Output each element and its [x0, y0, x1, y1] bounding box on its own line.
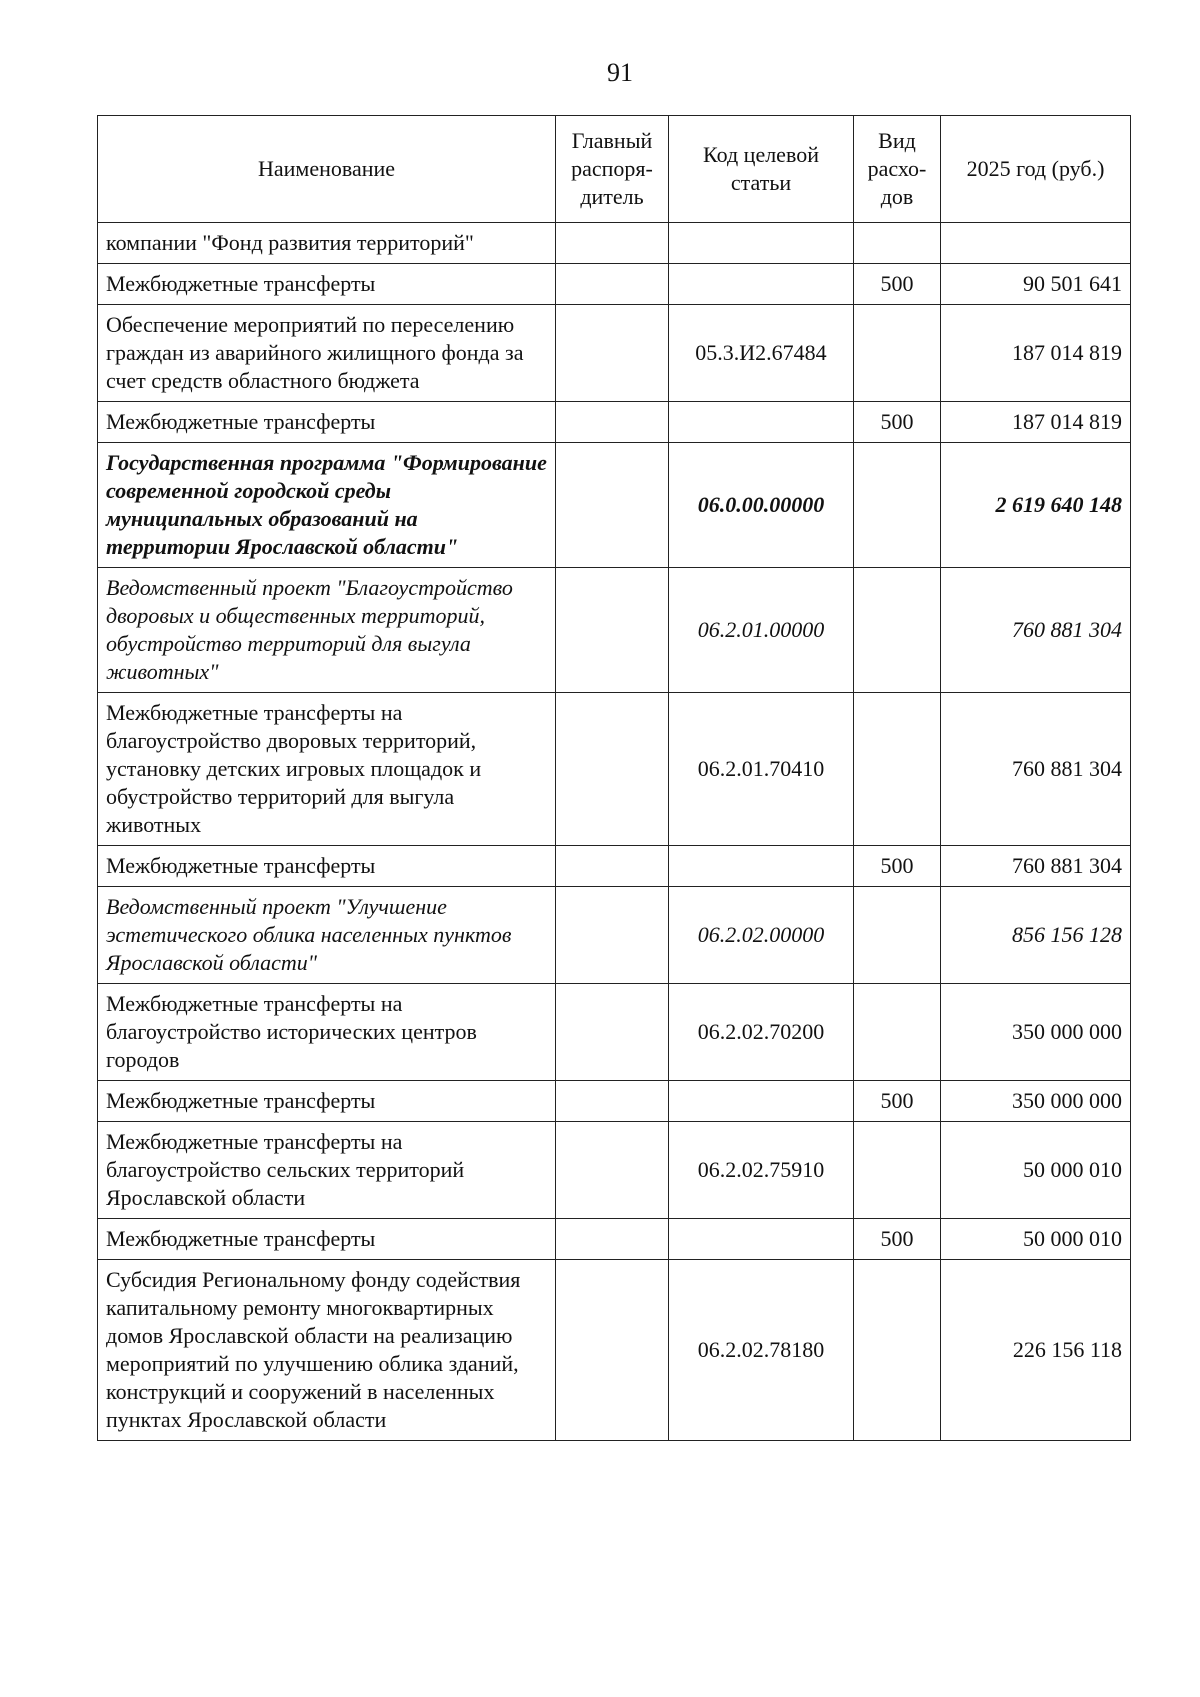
admin-cell [556, 1081, 669, 1122]
admin-cell [556, 1122, 669, 1219]
name-cell: Межбюджетные трансферты [98, 402, 556, 443]
table-row [98, 568, 1131, 693]
kind-cell [854, 1122, 941, 1219]
amount-cell: 50 000 010 [941, 1122, 1131, 1219]
table-row [98, 402, 1131, 443]
amount-cell [941, 223, 1131, 264]
header-code: Код целевой статьи [669, 116, 854, 223]
admin-cell [556, 264, 669, 305]
table-row [98, 305, 1131, 402]
header-admin: Главный распоря-дитель [556, 116, 669, 223]
admin-cell [556, 305, 669, 402]
kind-cell: 500 [854, 264, 941, 305]
name-cell: Межбюджетные трансферты на благоустройство исторических центров городов [98, 984, 556, 1081]
kind-cell: 500 [854, 1219, 941, 1260]
table-row [98, 264, 1131, 305]
kind-cell: 500 [854, 846, 941, 887]
name-cell: компании "Фонд развития территорий" [98, 223, 556, 264]
amount-cell: 187 014 819 [941, 402, 1131, 443]
table-row [98, 443, 1131, 568]
header-kind: Вид расхо-дов [854, 116, 941, 223]
admin-cell [556, 443, 669, 568]
kind-cell [854, 568, 941, 693]
name-cell: Межбюджетные трансферты на благоустройство сельских территорий Ярославской области [98, 1122, 556, 1219]
admin-cell [556, 984, 669, 1081]
admin-cell [556, 1219, 669, 1260]
amount-cell: 760 881 304 [941, 693, 1131, 846]
table-row [98, 1260, 1131, 1441]
amount-cell: 50 000 010 [941, 1219, 1131, 1260]
code-cell [669, 1081, 854, 1122]
table-row [98, 984, 1131, 1081]
amount-cell: 187 014 819 [941, 305, 1131, 402]
kind-cell [854, 305, 941, 402]
table-row [98, 223, 1131, 264]
code-cell: 05.3.И2.67484 [669, 305, 854, 402]
table-row [98, 693, 1131, 846]
code-cell: 06.2.01.00000 [669, 568, 854, 693]
admin-cell [556, 568, 669, 693]
admin-cell [556, 402, 669, 443]
code-cell [669, 1219, 854, 1260]
code-cell: 06.2.02.70200 [669, 984, 854, 1081]
kind-cell: 500 [854, 402, 941, 443]
budget-table [97, 115, 1131, 1441]
admin-cell [556, 1260, 669, 1441]
kind-cell [854, 887, 941, 984]
amount-cell: 350 000 000 [941, 1081, 1131, 1122]
code-cell: 06.2.02.75910 [669, 1122, 854, 1219]
table-row [98, 846, 1131, 887]
name-cell: Субсидия Региональному фонду содействия капитальному ремонту многоквартирных домов Ярославской области на реализацию мероприятий по улучшению облика зданий, конструкций и сооружений в населенных пунктах Ярославской области [98, 1260, 556, 1441]
page-number: 91 [607, 58, 633, 87]
admin-cell [556, 846, 669, 887]
kind-cell [854, 1260, 941, 1441]
amount-cell: 856 156 128 [941, 887, 1131, 984]
table-header-row [98, 116, 1131, 223]
code-cell [669, 223, 854, 264]
amount-cell: 760 881 304 [941, 846, 1131, 887]
name-cell: Межбюджетные трансферты [98, 1081, 556, 1122]
kind-cell [854, 693, 941, 846]
amount-cell: 90 501 641 [941, 264, 1131, 305]
table-row [98, 1219, 1131, 1260]
code-cell [669, 264, 854, 305]
header-name: Наименование [98, 116, 556, 223]
table-row [98, 1122, 1131, 1219]
name-cell: Межбюджетные трансферты на благоустройство дворовых территорий, установку детских игровых площадок и обустройство территорий для выгула животных [98, 693, 556, 846]
kind-cell: 500 [854, 1081, 941, 1122]
amount-cell: 2 619 640 148 [941, 443, 1131, 568]
name-cell: Ведомственный проект "Улучшение эстетического облика населенных пунктов Ярославской области" [98, 887, 556, 984]
code-cell [669, 846, 854, 887]
name-cell: Межбюджетные трансферты [98, 1219, 556, 1260]
code-cell: 06.2.02.78180 [669, 1260, 854, 1441]
kind-cell [854, 984, 941, 1081]
code-cell: 06.0.00.00000 [669, 443, 854, 568]
table-row [98, 1081, 1131, 1122]
header-amount: 2025 год (руб.) [941, 116, 1131, 223]
admin-cell [556, 887, 669, 984]
code-cell: 06.2.01.70410 [669, 693, 854, 846]
admin-cell [556, 693, 669, 846]
kind-cell [854, 223, 941, 264]
name-cell: Государственная программа "Формирование современной городской среды муниципальных образований на территории Ярославской области" [98, 443, 556, 568]
amount-cell: 350 000 000 [941, 984, 1131, 1081]
name-cell: Обеспечение мероприятий по переселению граждан из аварийного жилищного фонда за счет средств областного бюджета [98, 305, 556, 402]
kind-cell [854, 443, 941, 568]
code-cell: 06.2.02.00000 [669, 887, 854, 984]
name-cell: Межбюджетные трансферты [98, 264, 556, 305]
name-cell: Межбюджетные трансферты [98, 846, 556, 887]
code-cell [669, 402, 854, 443]
amount-cell: 760 881 304 [941, 568, 1131, 693]
name-cell: Ведомственный проект "Благоустройство дворовых и общественных территорий, обустройство территорий для выгула животных" [98, 568, 556, 693]
admin-cell [556, 223, 669, 264]
amount-cell: 226 156 118 [941, 1260, 1131, 1441]
table-row [98, 887, 1131, 984]
